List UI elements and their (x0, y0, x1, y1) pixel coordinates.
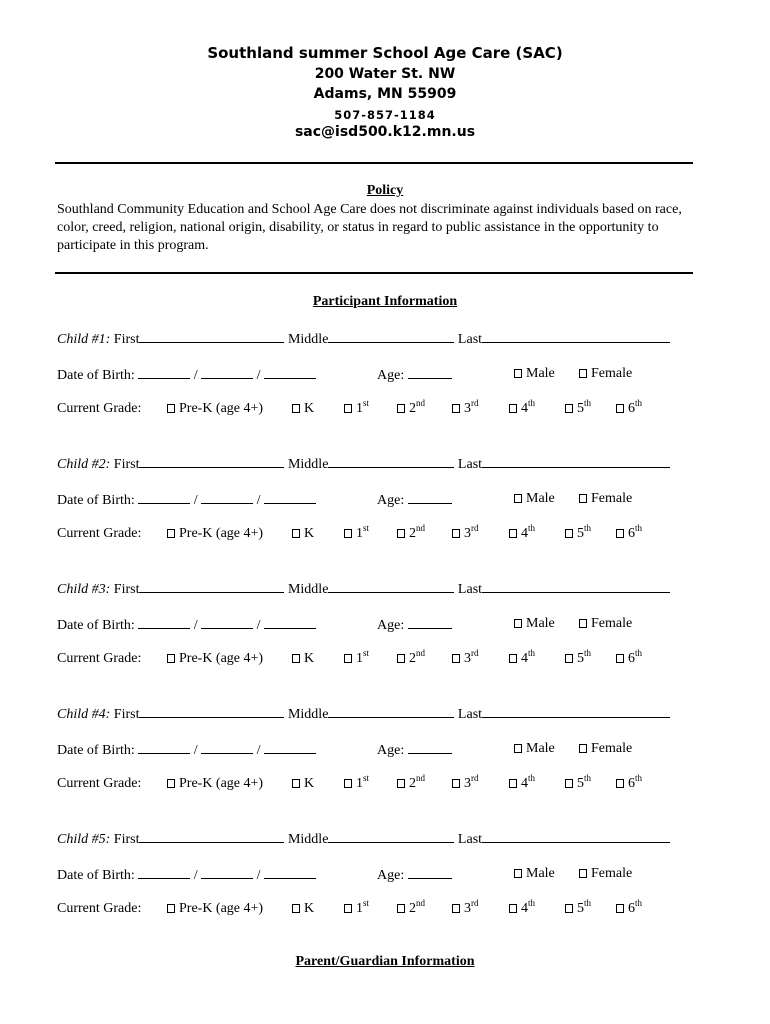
participant-info-title: Participant Information (312, 294, 458, 309)
male-label: Male (526, 866, 555, 881)
grade-checkbox[interactable] (167, 404, 175, 413)
grade-option-label: 1 (356, 651, 363, 666)
grade-checkbox[interactable] (397, 904, 405, 913)
grade-label: Current Grade: (57, 776, 142, 791)
grade-checkbox[interactable] (616, 654, 624, 663)
child-4-female-option (579, 740, 632, 758)
child-1-age (377, 365, 452, 385)
dob-separator: / (256, 868, 261, 883)
child-5-grade-option-5 (509, 900, 535, 918)
grade-option-label: 4 (521, 901, 528, 916)
child-2-grade-option-7 (616, 525, 642, 543)
first-name-label: First (113, 707, 140, 722)
grade-option-label: 2 (409, 526, 416, 541)
age-field[interactable] (408, 740, 452, 754)
child-3-grade-label (57, 650, 141, 668)
grade-checkbox[interactable] (344, 529, 352, 538)
grade-checkbox[interactable] (292, 904, 300, 913)
dob-day-field[interactable] (201, 865, 253, 879)
grade-label: Current Grade: (57, 651, 142, 666)
parent-guardian-title: Parent/Guardian Information (295, 954, 475, 969)
grade-option-label: 5 (577, 651, 584, 666)
child-1-grade-option-1 (292, 400, 314, 418)
dob-separator: / (193, 743, 198, 758)
child-2-age (377, 490, 452, 510)
grade-option-label: 5 (577, 526, 584, 541)
dob-year-field[interactable] (264, 865, 316, 879)
middle-name-field[interactable] (328, 579, 454, 593)
grade-checkbox[interactable] (167, 779, 175, 788)
child-2-grade-option-1 (292, 525, 314, 543)
grade-ordinal-suffix: rd (471, 398, 479, 408)
child-4-grade-option-7 (616, 775, 642, 793)
child-1-male-option (514, 365, 555, 383)
first-name-field[interactable] (139, 454, 284, 468)
child-2-male-option (514, 490, 555, 508)
grade-checkbox[interactable] (167, 654, 175, 663)
grade-checkbox[interactable] (344, 779, 352, 788)
dob-month-field[interactable] (138, 615, 190, 629)
child-1-grade-option-4 (452, 400, 479, 418)
grade-option-label: Pre-K (age 4+) (179, 901, 264, 916)
grade-ordinal-suffix: th (528, 648, 536, 658)
grade-option-label: 2 (409, 651, 416, 666)
male-checkbox[interactable] (514, 744, 522, 753)
grade-ordinal-suffix: nd (416, 773, 425, 783)
male-label: Male (526, 741, 555, 756)
female-checkbox[interactable] (579, 494, 587, 503)
first-name-label: First (113, 832, 140, 847)
female-label: Female (591, 616, 633, 631)
email-address: sac@isd500.k12.mn.us (294, 124, 476, 140)
grade-checkbox[interactable] (509, 529, 517, 538)
child-3-name-row (57, 579, 670, 599)
dob-label: Date of Birth: (57, 868, 135, 883)
last-name-label: Last (457, 457, 483, 472)
child-2-grade-option-0 (167, 525, 263, 543)
dob-separator: / (256, 493, 261, 508)
child-3-grade-option-4 (452, 650, 479, 668)
male-checkbox[interactable] (514, 369, 522, 378)
program-title: Southland summer School Age Care (SAC) (207, 44, 563, 62)
grade-checkbox[interactable] (452, 654, 460, 663)
child-5-grade-option-7 (616, 900, 642, 918)
first-name-field[interactable] (139, 329, 284, 343)
male-label: Male (526, 366, 555, 381)
child-label: Child #3: (57, 582, 111, 597)
grade-checkbox[interactable] (292, 654, 300, 663)
grade-ordinal-suffix: th (635, 648, 643, 658)
grade-option-label: K (304, 526, 315, 541)
male-checkbox[interactable] (514, 494, 522, 503)
grade-ordinal-suffix: st (363, 648, 370, 658)
middle-name-field[interactable] (328, 454, 454, 468)
middle-name-label: Middle (287, 457, 329, 472)
last-name-label: Last (457, 332, 483, 347)
grade-checkbox[interactable] (344, 904, 352, 913)
grade-ordinal-suffix: th (635, 523, 643, 533)
grade-option-label: 4 (521, 401, 528, 416)
child-label: Child #2: (57, 457, 111, 472)
child-3-female-option (579, 615, 632, 633)
divider (55, 162, 693, 164)
grade-option-label: 3 (464, 401, 471, 416)
dob-label: Date of Birth: (57, 493, 135, 508)
age-field[interactable] (408, 365, 452, 379)
child-1-grade-option-3 (397, 400, 425, 418)
grade-option-label: 5 (577, 776, 584, 791)
child-4-grade-option-1 (292, 775, 314, 793)
first-name-label: First (113, 457, 140, 472)
male-checkbox[interactable] (514, 619, 522, 628)
child-label: Child #5: (57, 832, 111, 847)
child-1-name-row (57, 329, 670, 349)
grade-option-label: 4 (521, 526, 528, 541)
child-1-female-option (579, 365, 632, 383)
grade-checkbox[interactable] (344, 654, 352, 663)
grade-option-label: 1 (356, 526, 363, 541)
grade-option-label: 4 (521, 776, 528, 791)
dob-day-field[interactable] (201, 365, 253, 379)
grade-checkbox[interactable] (397, 529, 405, 538)
child-4-grade-option-3 (397, 775, 425, 793)
grade-option-label: K (304, 776, 315, 791)
middle-name-field[interactable] (328, 329, 454, 343)
last-name-label: Last (457, 582, 483, 597)
child-4-age (377, 740, 452, 760)
dob-label: Date of Birth: (57, 618, 135, 633)
phone-number: 507-857-1184 (334, 108, 436, 122)
grade-option-label: 1 (356, 776, 363, 791)
grade-checkbox[interactable] (616, 904, 624, 913)
grade-ordinal-suffix: th (584, 898, 592, 908)
child-2-grade-option-6 (565, 525, 591, 543)
child-2-grade-label (57, 525, 141, 543)
child-2-dob-row (57, 490, 316, 510)
dob-month-field[interactable] (138, 365, 190, 379)
grade-ordinal-suffix: nd (416, 523, 425, 533)
dob-separator: / (256, 368, 261, 383)
grade-option-label: 6 (628, 401, 635, 416)
first-name-label: First (113, 332, 140, 347)
grade-ordinal-suffix: th (528, 398, 536, 408)
grade-ordinal-suffix: rd (471, 523, 479, 533)
child-2-grade-option-2 (344, 525, 369, 543)
last-name-field[interactable] (482, 704, 670, 718)
grade-checkbox[interactable] (452, 529, 460, 538)
dob-month-field[interactable] (138, 740, 190, 754)
grade-ordinal-suffix: st (363, 398, 370, 408)
child-5-female-option (579, 865, 632, 883)
dob-day-field[interactable] (201, 615, 253, 629)
child-3-grade-option-0 (167, 650, 263, 668)
grade-checkbox[interactable] (167, 904, 175, 913)
grade-ordinal-suffix: st (363, 523, 370, 533)
grade-checkbox[interactable] (565, 779, 573, 788)
grade-option-label: K (304, 401, 315, 416)
female-label: Female (591, 741, 633, 756)
child-label: Child #4: (57, 707, 111, 722)
grade-ordinal-suffix: th (635, 398, 643, 408)
grade-checkbox[interactable] (452, 404, 460, 413)
grade-checkbox[interactable] (565, 404, 573, 413)
dob-separator: / (256, 743, 261, 758)
grade-ordinal-suffix: st (363, 898, 370, 908)
child-5-grade-option-6 (565, 900, 591, 918)
grade-checkbox[interactable] (509, 779, 517, 788)
grade-option-label: K (304, 651, 315, 666)
child-3-grade-option-7 (616, 650, 642, 668)
child-3-grade-option-5 (509, 650, 535, 668)
grade-option-label: 1 (356, 901, 363, 916)
dob-month-field[interactable] (138, 865, 190, 879)
child-2-grade-option-3 (397, 525, 425, 543)
child-5-male-option (514, 865, 555, 883)
grade-option-label: 6 (628, 901, 635, 916)
child-label: Child #1: (57, 332, 111, 347)
grade-checkbox[interactable] (167, 529, 175, 538)
age-label: Age: (377, 493, 405, 508)
age-label: Age: (377, 618, 405, 633)
middle-name-field[interactable] (328, 704, 454, 718)
grade-label: Current Grade: (57, 526, 142, 541)
grade-checkbox[interactable] (292, 404, 300, 413)
age-field[interactable] (408, 615, 452, 629)
grade-option-label: 4 (521, 651, 528, 666)
child-5-dob-row (57, 865, 316, 885)
female-checkbox[interactable] (579, 369, 587, 378)
grade-option-label: 2 (409, 776, 416, 791)
female-checkbox[interactable] (579, 744, 587, 753)
last-name-field[interactable] (482, 579, 670, 593)
grade-checkbox[interactable] (616, 404, 624, 413)
dob-separator: / (193, 868, 198, 883)
age-label: Age: (377, 743, 405, 758)
child-5-grade-option-0 (167, 900, 263, 918)
dob-year-field[interactable] (264, 740, 316, 754)
grade-checkbox[interactable] (616, 529, 624, 538)
child-3-grade-option-3 (397, 650, 425, 668)
grade-option-label: Pre-K (age 4+) (179, 401, 264, 416)
child-2-female-option (579, 490, 632, 508)
child-1-grade-option-0 (167, 400, 263, 418)
grade-ordinal-suffix: th (635, 898, 643, 908)
grade-option-label: 6 (628, 526, 635, 541)
child-1-grade-option-5 (509, 400, 535, 418)
grade-ordinal-suffix: rd (471, 648, 479, 658)
middle-name-label: Middle (287, 832, 329, 847)
dob-separator: / (256, 618, 261, 633)
child-4-name-row (57, 704, 670, 724)
child-4-grade-option-4 (452, 775, 479, 793)
grade-option-label: 3 (464, 901, 471, 916)
grade-option-label: 3 (464, 776, 471, 791)
child-3-age (377, 615, 452, 635)
grade-option-label: 2 (409, 401, 416, 416)
age-label: Age: (377, 868, 405, 883)
grade-ordinal-suffix: th (528, 898, 536, 908)
age-field[interactable] (408, 490, 452, 504)
middle-name-field[interactable] (328, 829, 454, 843)
grade-ordinal-suffix: th (528, 773, 536, 783)
policy-text: Southland Community Education and School Age Care does not discriminate against individuals based on race, color, creed, religion, national origin, disability, or status in regard to public assistance in the opportunity to participate in this program. (57, 202, 682, 253)
grade-checkbox[interactable] (397, 779, 405, 788)
dob-day-field[interactable] (201, 740, 253, 754)
middle-name-label: Middle (287, 332, 329, 347)
female-checkbox[interactable] (579, 619, 587, 628)
child-5-grade-option-3 (397, 900, 425, 918)
child-4-grade-label (57, 775, 141, 793)
child-1-grade-label (57, 400, 141, 418)
grade-checkbox[interactable] (509, 404, 517, 413)
grade-ordinal-suffix: nd (416, 648, 425, 658)
age-label: Age: (377, 368, 405, 383)
dob-year-field[interactable] (264, 490, 316, 504)
child-4-grade-option-5 (509, 775, 535, 793)
dob-label: Date of Birth: (57, 368, 135, 383)
grade-ordinal-suffix: th (584, 773, 592, 783)
child-4-dob-row (57, 740, 316, 760)
child-4-grade-option-2 (344, 775, 369, 793)
grade-option-label: 5 (577, 401, 584, 416)
female-checkbox[interactable] (579, 869, 587, 878)
grade-checkbox[interactable] (452, 779, 460, 788)
grade-option-label: 5 (577, 901, 584, 916)
grade-ordinal-suffix: nd (416, 898, 425, 908)
grade-checkbox[interactable] (565, 654, 573, 663)
dob-separator: / (193, 493, 198, 508)
child-5-name-row (57, 829, 670, 849)
dob-separator: / (193, 618, 198, 633)
grade-ordinal-suffix: th (584, 523, 592, 533)
grade-ordinal-suffix: rd (471, 773, 479, 783)
grade-ordinal-suffix: th (528, 523, 536, 533)
address-line-2: Adams, MN 55909 (313, 86, 457, 102)
first-name-field[interactable] (139, 704, 284, 718)
dob-year-field[interactable] (264, 615, 316, 629)
grade-checkbox[interactable] (565, 904, 573, 913)
grade-option-label: K (304, 901, 315, 916)
child-1-grade-option-6 (565, 400, 591, 418)
grade-checkbox[interactable] (397, 654, 405, 663)
middle-name-label: Middle (287, 582, 329, 597)
last-name-field[interactable] (482, 329, 670, 343)
grade-checkbox[interactable] (509, 904, 517, 913)
child-5-grade-option-2 (344, 900, 369, 918)
grade-option-label: 3 (464, 526, 471, 541)
age-field[interactable] (408, 865, 452, 879)
child-2-grade-option-4 (452, 525, 479, 543)
grade-option-label: 1 (356, 401, 363, 416)
divider (55, 272, 693, 274)
grade-checkbox[interactable] (292, 529, 300, 538)
dob-year-field[interactable] (264, 365, 316, 379)
grade-ordinal-suffix: st (363, 773, 370, 783)
child-5-grade-option-1 (292, 900, 314, 918)
child-4-grade-option-0 (167, 775, 263, 793)
last-name-field[interactable] (482, 454, 670, 468)
grade-checkbox[interactable] (292, 779, 300, 788)
grade-label: Current Grade: (57, 401, 142, 416)
middle-name-label: Middle (287, 707, 329, 722)
child-2-grade-option-5 (509, 525, 535, 543)
female-label: Female (591, 866, 633, 881)
grade-option-label: 6 (628, 651, 635, 666)
child-1-grade-option-2 (344, 400, 369, 418)
grade-ordinal-suffix: th (584, 398, 592, 408)
child-4-grade-option-6 (565, 775, 591, 793)
dob-day-field[interactable] (201, 490, 253, 504)
child-3-male-option (514, 615, 555, 633)
last-name-label: Last (457, 707, 483, 722)
child-4-male-option (514, 740, 555, 758)
grade-checkbox[interactable] (616, 779, 624, 788)
dob-separator: / (193, 368, 198, 383)
grade-ordinal-suffix: nd (416, 398, 425, 408)
male-label: Male (526, 491, 555, 506)
grade-label: Current Grade: (57, 901, 142, 916)
grade-ordinal-suffix: th (635, 773, 643, 783)
grade-ordinal-suffix: th (584, 648, 592, 658)
child-1-grade-option-7 (616, 400, 642, 418)
address-line-1: 200 Water St. NW (314, 66, 456, 82)
grade-ordinal-suffix: rd (471, 898, 479, 908)
child-3-grade-option-1 (292, 650, 314, 668)
grade-option-label: 6 (628, 776, 635, 791)
grade-option-label: Pre-K (age 4+) (179, 526, 264, 541)
grade-option-label: Pre-K (age 4+) (179, 651, 264, 666)
male-label: Male (526, 616, 555, 631)
child-3-dob-row (57, 615, 316, 635)
child-3-grade-option-6 (565, 650, 591, 668)
child-2-name-row (57, 454, 670, 474)
dob-month-field[interactable] (138, 490, 190, 504)
first-name-field[interactable] (139, 829, 284, 843)
grade-checkbox[interactable] (344, 404, 352, 413)
male-checkbox[interactable] (514, 869, 522, 878)
grade-option-label: 2 (409, 901, 416, 916)
grade-checkbox[interactable] (452, 904, 460, 913)
child-5-grade-option-4 (452, 900, 479, 918)
female-label: Female (591, 491, 633, 506)
dob-label: Date of Birth: (57, 743, 135, 758)
last-name-label: Last (457, 832, 483, 847)
first-name-field[interactable] (139, 579, 284, 593)
grade-checkbox[interactable] (509, 654, 517, 663)
child-5-grade-label (57, 900, 141, 918)
child-1-dob-row (57, 365, 316, 385)
grade-option-label: Pre-K (age 4+) (179, 776, 264, 791)
first-name-label: First (113, 582, 140, 597)
female-label: Female (591, 366, 633, 381)
policy-title: Policy (366, 183, 404, 198)
grade-checkbox[interactable] (397, 404, 405, 413)
grade-checkbox[interactable] (565, 529, 573, 538)
last-name-field[interactable] (482, 829, 670, 843)
child-5-age (377, 865, 452, 885)
grade-option-label: 3 (464, 651, 471, 666)
child-3-grade-option-2 (344, 650, 369, 668)
